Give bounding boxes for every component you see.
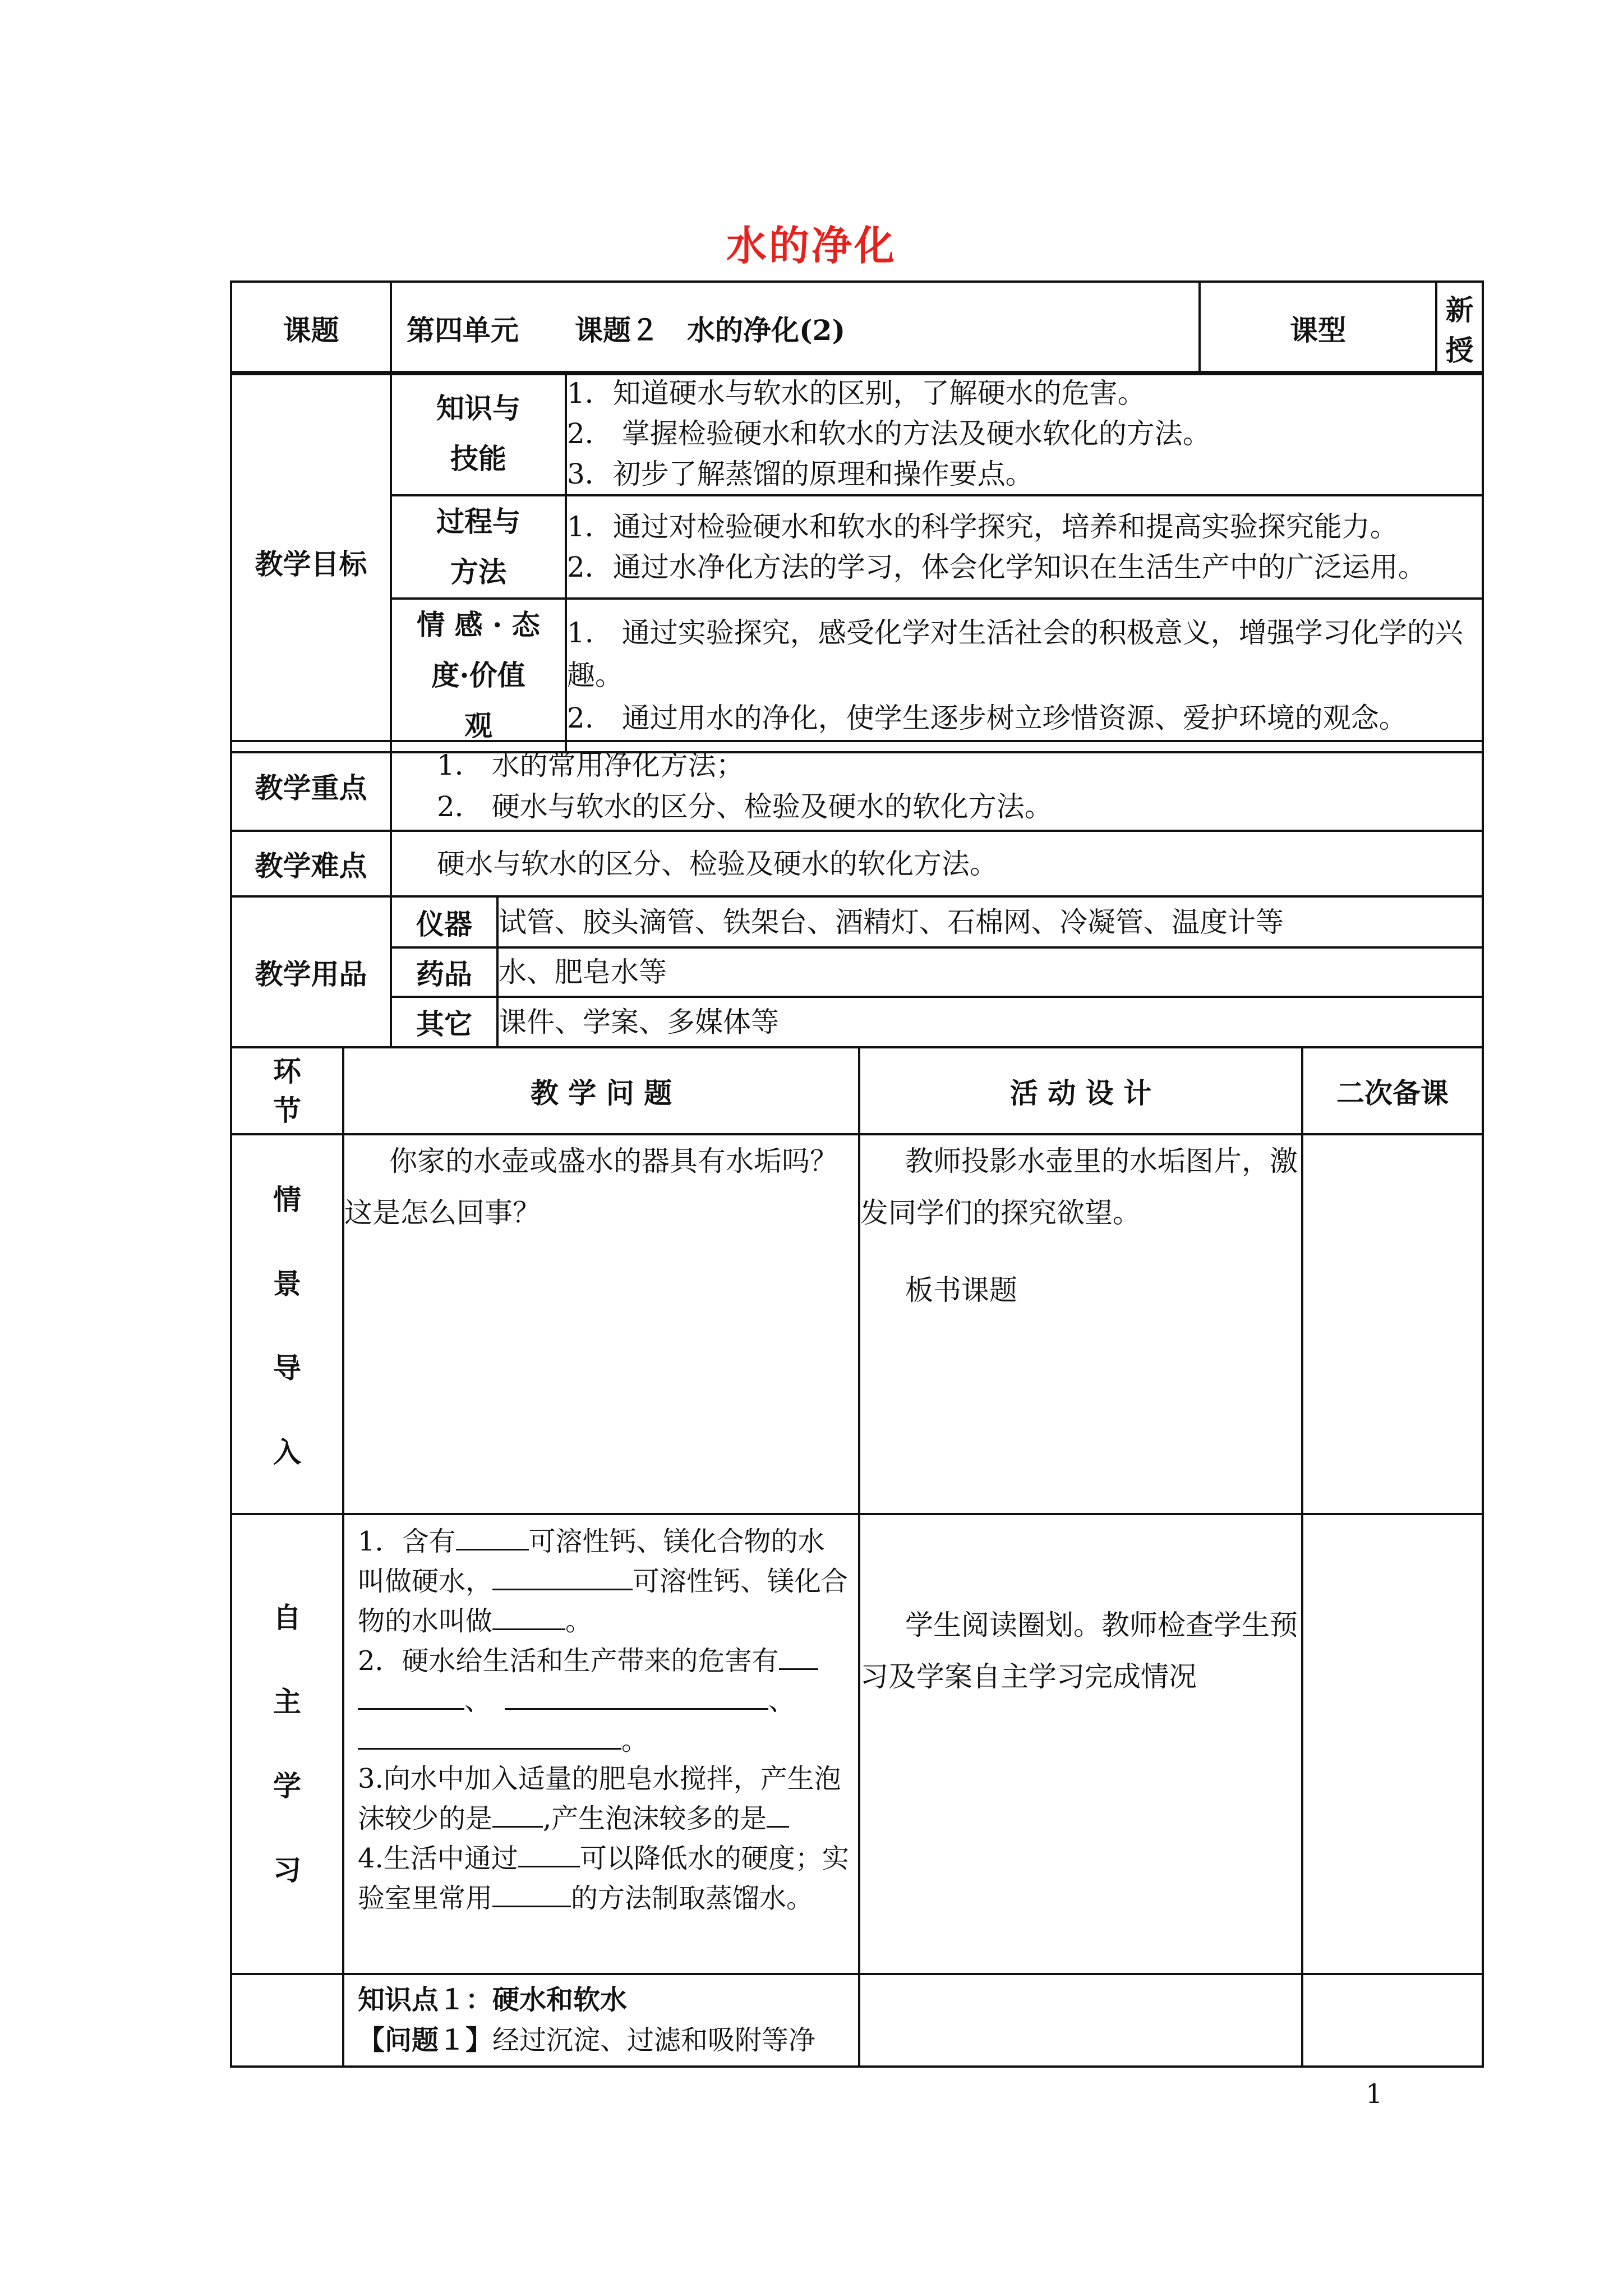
knowledge-point-title: 知识点１：硬水和软水: [358, 1984, 628, 2016]
q2-part: 2．硬水给生活和生产带来的危害有: [358, 1645, 779, 1677]
stage-activity-knowledge: [859, 1974, 1302, 2067]
q2-part: 。: [621, 1725, 649, 1756]
activity-text: 教师投影水壶里的水垢图片，激发同学们的探究欲望。: [860, 1145, 1298, 1229]
q3-part: ,产生泡沫较多的是: [543, 1803, 767, 1834]
objective-item: 2．通过水净化方法的学习，体会化学知识在生活生产中的广泛运用。: [567, 551, 1426, 583]
objective-emotion-label-line3: 观: [464, 709, 492, 742]
stage-question-self-study: [343, 1514, 859, 1974]
stage-char: 入: [273, 1435, 301, 1469]
fill-blank: [767, 1798, 789, 1828]
stage-name-self-study: [231, 1514, 343, 1974]
problem-text: 经过沉淀、过滤和吸附等净: [492, 2024, 816, 2056]
q1-part: 可溶性钙、镁化合物的水叫做: [358, 1566, 849, 1637]
material-value-instruments: 试管、胶头滴管、铁架台、酒精灯、石棉网、冷凝管、温度计等: [497, 896, 1483, 947]
q4-part: 的方法制取蒸馏水。: [571, 1883, 814, 1914]
objective-emotion-label: [391, 599, 566, 752]
fill-blank: [456, 1521, 529, 1550]
objective-process-items: [566, 495, 1483, 599]
key-points-label: 教学重点: [231, 741, 391, 831]
stage-name-intro: [231, 1134, 343, 1514]
q1-part: 可溶性钙、镁化合物的水叫做硬水，: [358, 1526, 825, 1597]
objective-emotion-label-line2: 度·价值: [431, 659, 525, 692]
stage-header-line2: 节: [273, 1093, 301, 1127]
stage-activity-self-study: [859, 1514, 1302, 1974]
question-header: 教 学 问 题: [343, 1047, 859, 1134]
objective-process-label-line1: 过程与: [436, 505, 520, 538]
fill-blank: [358, 1720, 621, 1750]
lesson-info-table: [230, 280, 1484, 375]
keti-value: 第四单元 课题２ 水的净化(2): [391, 282, 1200, 374]
objective-item: 2． 掌握检验硬水和软水的方法及硬水软化的方法。: [567, 417, 1211, 450]
q1-part: 。: [565, 1605, 593, 1637]
stage-char: 导: [273, 1351, 301, 1384]
kexing-label: 课型: [1200, 282, 1436, 374]
fill-blank: [492, 1798, 543, 1828]
objectives-label: 教学目标: [231, 372, 391, 752]
objective-knowledge-items: [566, 372, 1483, 495]
fill-blank: [505, 1680, 768, 1710]
difficult-points-text: 硬水与软水的区分、检验及硬水的软化方法。: [391, 831, 1483, 896]
activity-header: 活 动 设 计: [859, 1047, 1302, 1134]
objective-knowledge-label-line2: 技能: [450, 442, 506, 475]
stage-name-knowledge: [231, 1974, 343, 2067]
stage-row-intro: [231, 1134, 1483, 1514]
q3-part: 3.向水中加入适量的肥皂水搅拌，产生泡沫较少的是: [358, 1763, 841, 1834]
stage-activity-intro: [859, 1134, 1302, 1514]
stage-char: 主: [273, 1685, 301, 1718]
question-text: 你家的水壶或盛水的器具有水垢吗？这是怎么回事？: [344, 1145, 838, 1229]
material-label-chemicals: 药品: [391, 947, 497, 997]
stage-question-knowledge: [343, 1974, 859, 2067]
fill-blank: [779, 1640, 818, 1670]
kexing-value: 新授: [1436, 282, 1483, 374]
document-title: 水的净化: [726, 222, 897, 269]
self-study-q3: [358, 1760, 850, 1838]
stage-notes-knowledge: [1302, 1974, 1483, 2067]
objective-knowledge-label: [391, 372, 566, 495]
knowledge-problem: [358, 2020, 850, 2060]
stage-row-knowledge: [231, 1974, 1483, 2067]
q4-part: 可以降低水的硬度；实验室里常用: [358, 1843, 849, 1914]
process-header-row: [231, 1047, 1483, 1134]
notes-header: 二次备课: [1302, 1047, 1483, 1134]
fill-blank: [492, 1600, 565, 1630]
stage-header-line1: 环: [273, 1054, 301, 1088]
q4-part: 4.生活中通过: [358, 1843, 518, 1874]
header-row: [231, 282, 1483, 374]
stage-char: 自: [273, 1601, 301, 1634]
objective-knowledge-label-line1: 知识与: [436, 392, 520, 425]
activity-text: 学生阅读圈划。教师检查学生预习及学案自主学习完成情况: [860, 1609, 1298, 1693]
problem-label: 【问题１】: [358, 2024, 493, 2056]
fill-blank: [492, 1561, 633, 1590]
materials-table: [230, 895, 1484, 1048]
stage-notes-intro: [1302, 1134, 1483, 1514]
objective-process-label-line2: 方法: [450, 555, 506, 588]
fill-blank: [492, 1878, 571, 1907]
objectives-table: [230, 371, 1484, 753]
material-label-instruments: 仪器: [391, 896, 497, 947]
page-number: 1: [1366, 2078, 1383, 2110]
objective-process-label: [391, 495, 566, 599]
materials-label: 教学用品: [231, 896, 391, 1047]
stage-header: [231, 1047, 343, 1134]
key-points-items: [391, 741, 1483, 831]
q1-part: 1．含有: [358, 1526, 456, 1557]
objective-item: 1. 通过实验探究，感受化学对生活社会的积极意义，增强学习化学的兴趣。: [567, 616, 1463, 692]
material-value-other: 课件、学案、多媒体等: [497, 997, 1483, 1047]
objective-item: 1．知道硬水与软水的区别，了解硬水的危害。: [567, 377, 1146, 409]
stage-row-self-study: [231, 1514, 1483, 1974]
difficult-points-label: 教学难点: [231, 831, 391, 896]
fill-blank: [518, 1838, 580, 1867]
stage-char: 习: [273, 1853, 301, 1887]
material-label-other: 其它: [391, 997, 497, 1047]
objective-item: 2. 通过用水的净化，使学生逐步树立珍惜资源、爱护环境的观念。: [567, 702, 1407, 734]
key-point-item: 1． 水的常用净化方法；: [437, 749, 744, 781]
objective-emotion-items: [566, 599, 1483, 752]
key-point-item: 2． 硬水与软水的区分、检验及硬水的软化方法。: [437, 790, 1053, 823]
q2-part: 、: [464, 1685, 478, 1717]
q2-part: 、: [768, 1685, 796, 1717]
activity-text: 板书课题: [905, 1274, 1017, 1306]
stage-question-intro: [343, 1134, 859, 1514]
self-study-q4: [358, 1838, 850, 1917]
material-value-chemicals: 水、肥皂水等: [497, 947, 1483, 997]
stage-notes-self-study: [1302, 1514, 1483, 1974]
keti-label: 课题: [231, 282, 391, 374]
key-points-table: [230, 740, 1484, 898]
stage-char: 情: [273, 1183, 301, 1216]
self-study-q1: [358, 1521, 850, 1640]
objective-item: 3．初步了解蒸馏的原理和操作要点。: [567, 458, 1034, 490]
stage-char: 景: [273, 1267, 301, 1300]
self-study-q2: [358, 1640, 850, 1760]
objective-emotion-label-line1: 情 感 · 态: [417, 608, 540, 641]
stage-char: 学: [273, 1769, 301, 1802]
process-table: [230, 1046, 1484, 2068]
fill-blank: [358, 1680, 464, 1710]
objective-item: 1．通过对检验硬水和软水的科学探究，培养和提高实验探究能力。: [567, 510, 1398, 543]
